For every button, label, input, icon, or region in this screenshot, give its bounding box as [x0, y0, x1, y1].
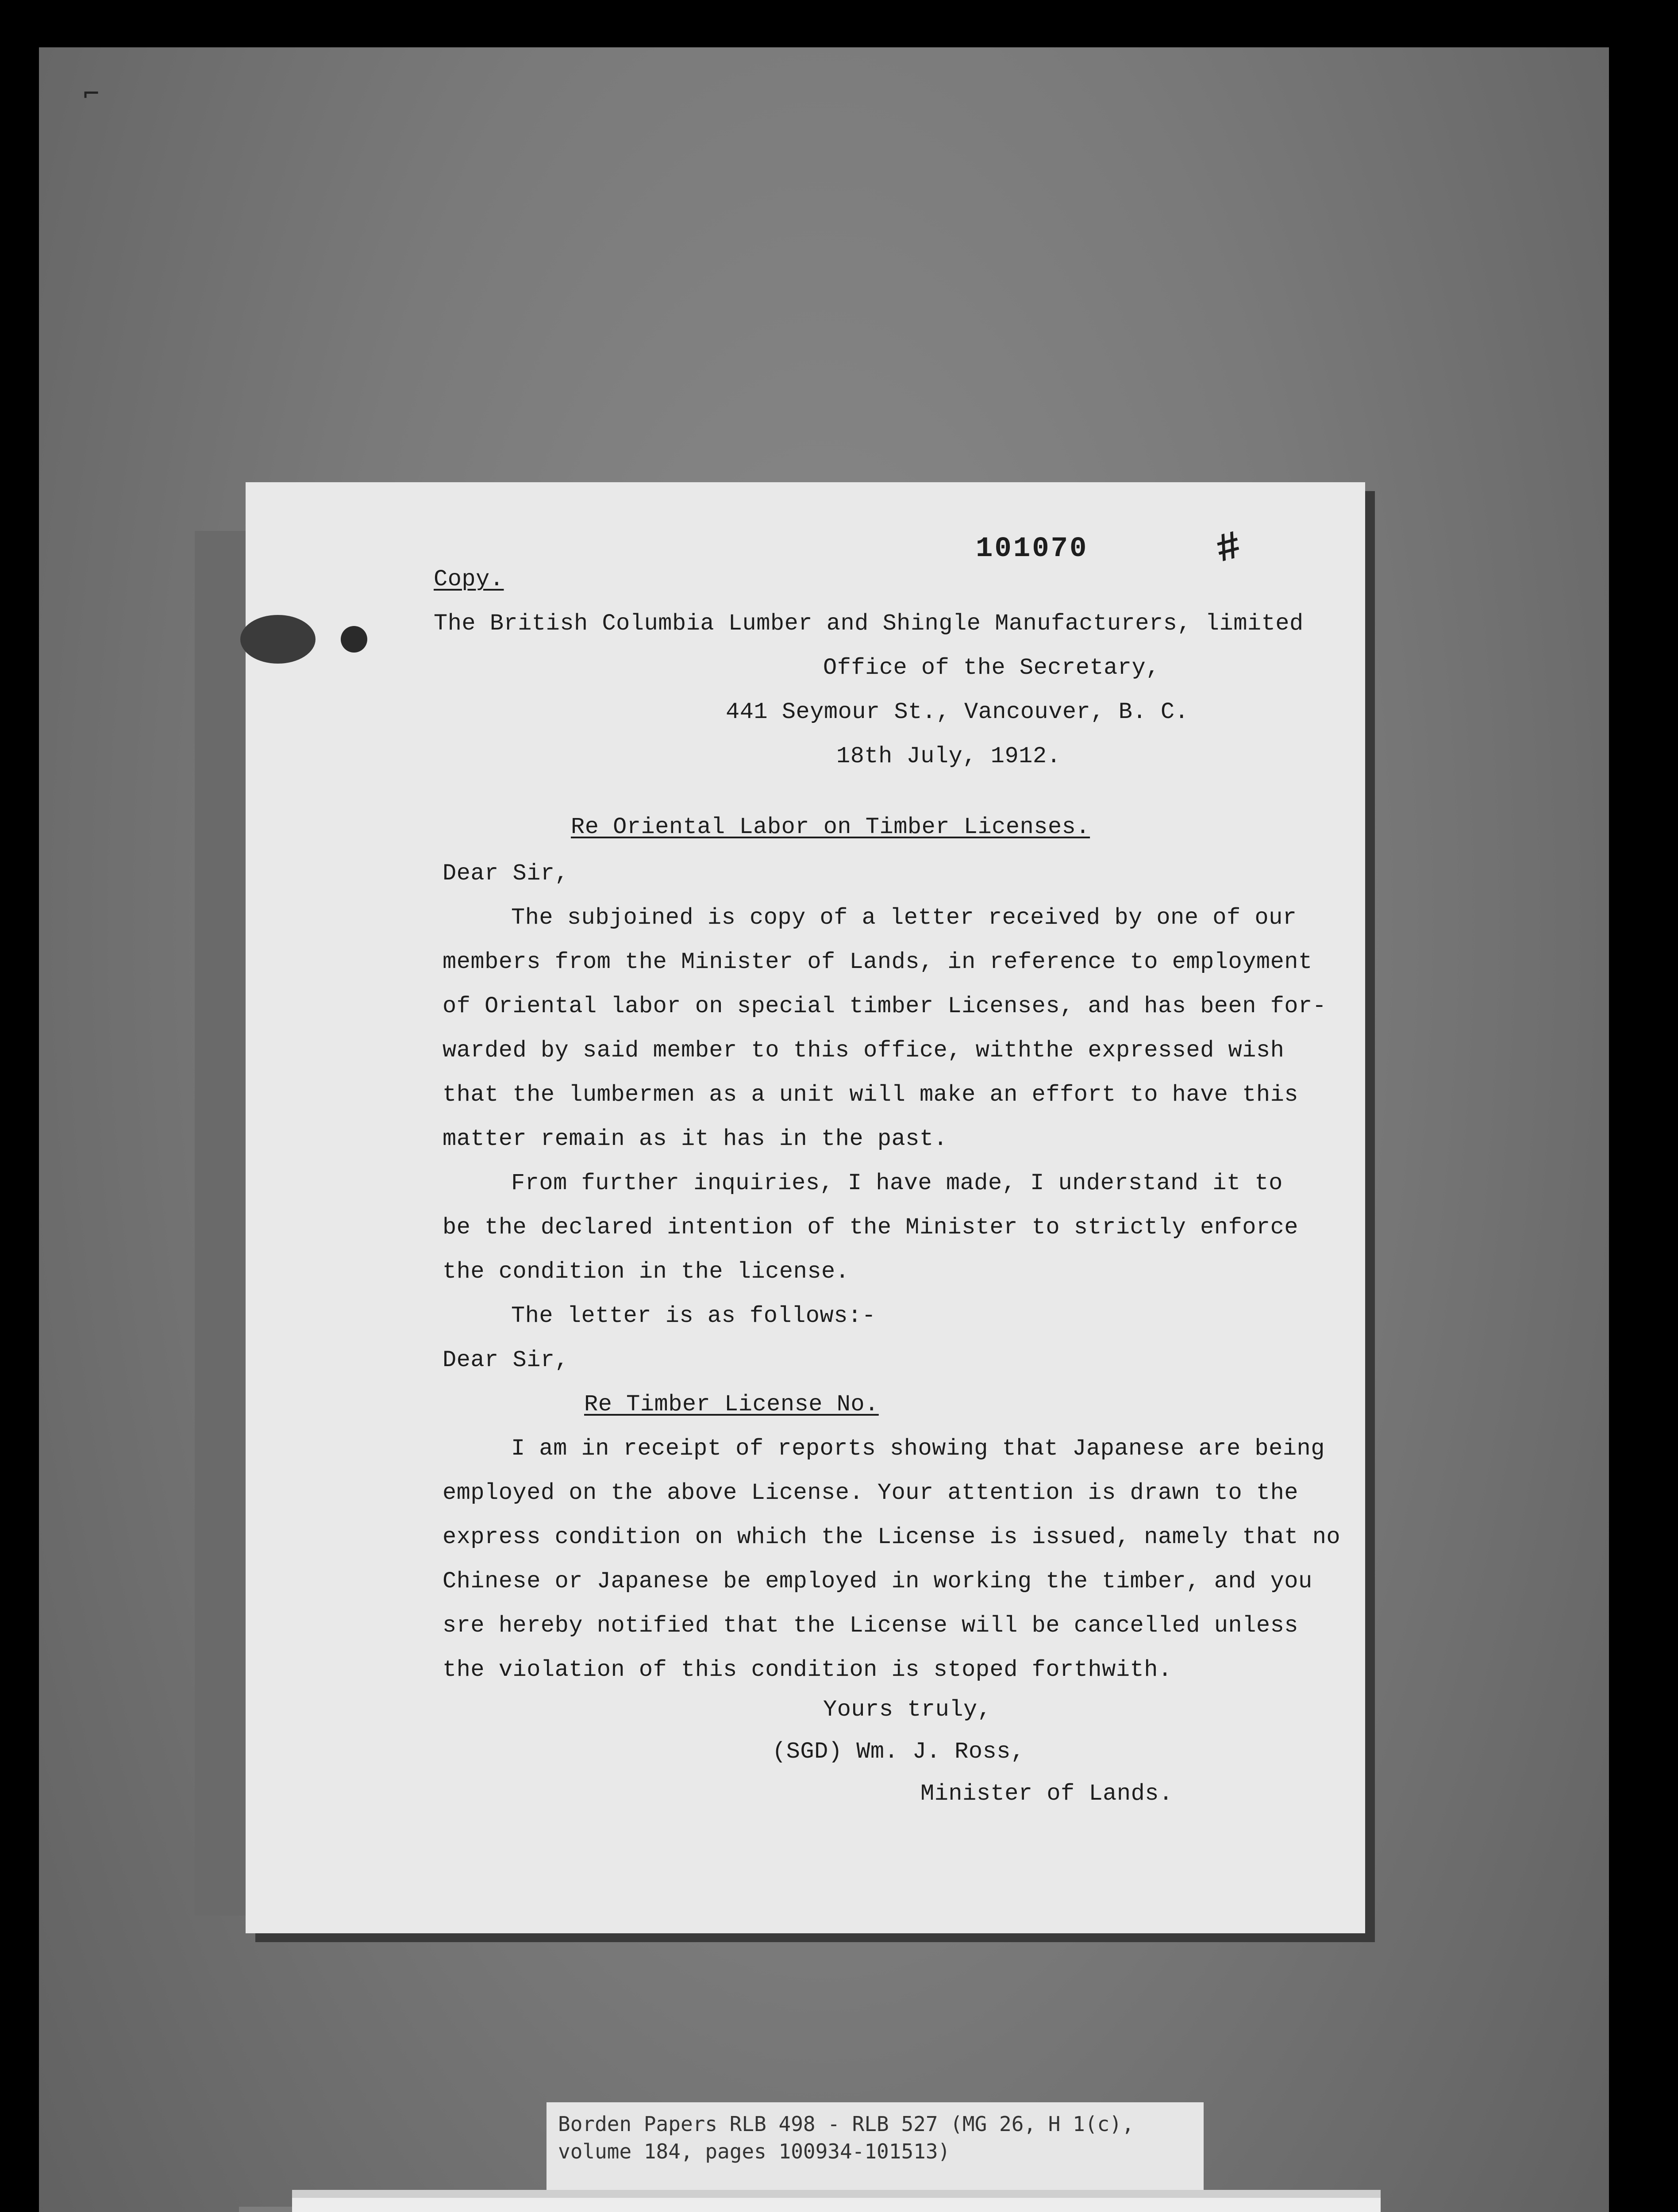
signature: (SGD) Wm. J. Ross,	[772, 1739, 1025, 1765]
inner-body-line: express condition on which the License is issued, namely that no	[443, 1524, 1341, 1550]
handwritten-mark: #	[1211, 524, 1247, 574]
signature-title: Minister of Lands.	[920, 1781, 1173, 1807]
inner-body-line: Chinese or Japanese be employed in working the timber, and you	[443, 1568, 1312, 1594]
letter-shadow	[195, 531, 248, 1916]
inner-body-line: the violation of this condition is stoped forthwith.	[443, 1657, 1172, 1683]
inner-body-line: sre hereby notified that the License will be cancelled unless	[443, 1613, 1299, 1639]
letterhead-address: 441 Seymour St., Vancouver, B. C.	[726, 699, 1189, 725]
inner-body-line: employed on the above License. Your attention is drawn to the	[443, 1480, 1299, 1506]
reference-line: Borden Papers RLB 498 - RLB 527 (MG 26, H 1(c),	[558, 2112, 1134, 2136]
body-line: The subjoined is copy of a letter received by one of our	[511, 905, 1297, 931]
closing: Yours truly,	[823, 1697, 992, 1723]
body-line: members from the Minister of Lands, in reference to employment	[443, 949, 1312, 975]
reference-line: volume 184, pages 100934-101513)	[558, 2139, 951, 2163]
body-line: that the lumbermen as a unit will make an effort to have this	[443, 1082, 1299, 1108]
letter-date: 18th July, 1912.	[836, 743, 1061, 769]
body-line: The letter is as follows:-	[511, 1303, 876, 1329]
body-line: be the declared intention of the Minister to strictly enforce	[443, 1214, 1299, 1240]
body-line: of Oriental labor on special timber Licenses, and has been for-	[443, 993, 1327, 1019]
body-line: warded by said member to this office, withthe expressed wish	[443, 1037, 1285, 1064]
punch-hole	[341, 626, 367, 653]
letter-page	[246, 482, 1365, 1933]
document-number: 101070	[976, 533, 1089, 565]
archive-card	[292, 2190, 1381, 2212]
body-line: From further inquiries, I have made, I understand it to	[511, 1170, 1283, 1196]
tape-strip	[239, 2207, 292, 2212]
inner-body-line: I am in receipt of reports showing that Japanese are being	[511, 1436, 1325, 1462]
body-line: the condition in the license.	[443, 1259, 850, 1285]
body-line: matter remain as it has in the past.	[443, 1126, 948, 1152]
letterhead-line: Office of the Secretary,	[823, 655, 1160, 681]
letter-subject: Re Oriental Labor on Timber Licenses.	[571, 814, 1090, 840]
inner-subject: Re Timber License No.	[584, 1391, 879, 1417]
inner-salutation: Dear Sir,	[443, 1347, 569, 1373]
letterhead-line: The British Columbia Lumber and Shingle Manufacturers, limited	[434, 611, 1304, 637]
punch-hole	[240, 615, 316, 664]
copy-label: Copy.	[434, 566, 504, 592]
frame-corner-mark: ⌐	[83, 78, 100, 109]
salutation: Dear Sir,	[443, 860, 569, 887]
